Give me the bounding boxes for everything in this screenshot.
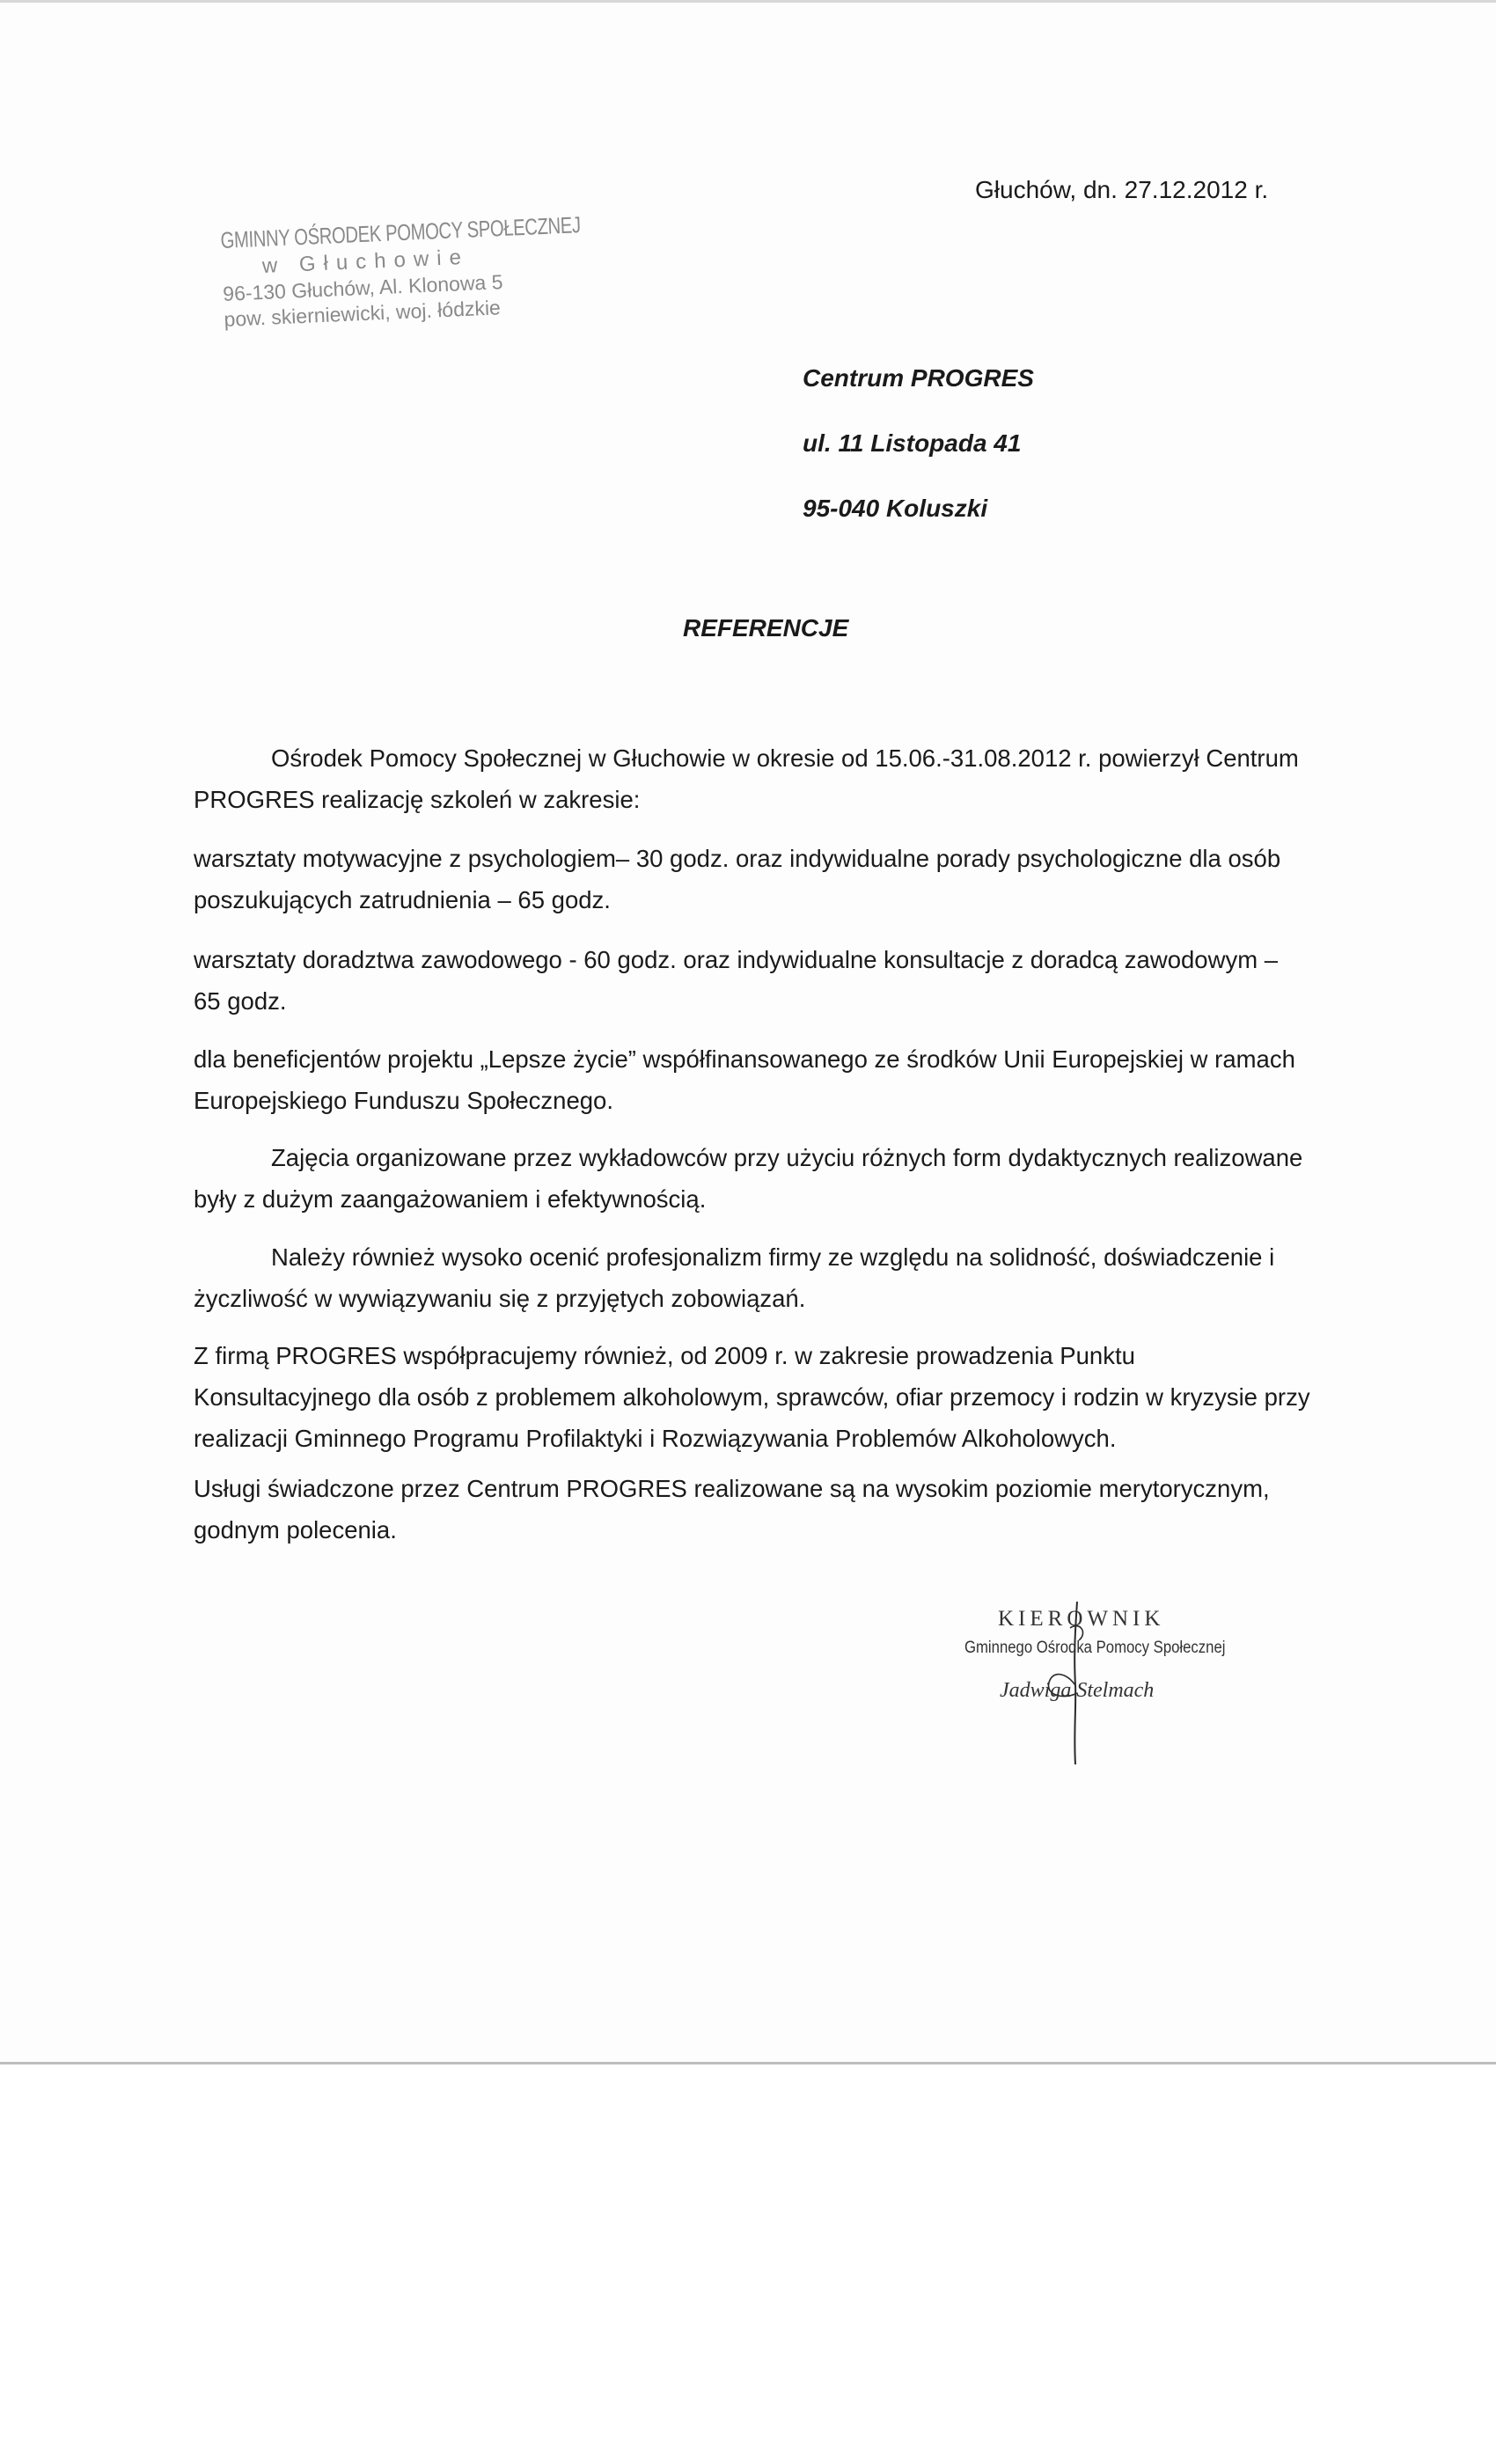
- signature-role: KIEROWNIK: [998, 1607, 1165, 1631]
- letter-date: Głuchów, dn. 27.12.2012 r.: [975, 176, 1269, 203]
- stamp-line-1: GMINNY OŚRODEK POMOCY SPOŁECZNEJ: [220, 211, 582, 253]
- paragraph-intro: Ośrodek Pomocy Społecznej w Głuchowie w okresie od 15.06.-31.08.2012 r. powierzył Centrum PROGRES realizację szkoleń w zakresie:: [194, 744, 1299, 813]
- recipient-city: 95-040 Koluszki: [803, 495, 988, 522]
- recipient-name: Centrum PROGRES: [803, 364, 1034, 392]
- scan-edge: [0, 0, 1496, 3]
- signature-org: Gminnego Ośrodka Pomocy Społecznej: [964, 1639, 1226, 1657]
- paragraph-beneficiaries: dla beneficjentów projektu „Lepsze życie” współfinansowanego ze środków Unii Europejskiej w ramach Europejskiego Funduszu Społecznego.: [194, 1045, 1295, 1114]
- paragraph-classes: Zajęcia organizowane przez wykładowców przy użyciu różnych form dydaktycznych realizowane były z dużym zaangażowaniem i efektywnością.: [194, 1144, 1303, 1213]
- stamp-line-4: pow. skierniewicki, woj. łódzkie: [224, 296, 502, 331]
- signature-name: Jadwiga Stelmach: [1000, 1679, 1155, 1702]
- stamp-line-3: 96-130 Głuchów, Al. Klonowa 5: [222, 270, 503, 305]
- signature-stamp: [964, 1602, 1228, 1769]
- handwritten-signature: [964, 1602, 1228, 1769]
- paragraph-career-workshops: warsztaty doradztwa zawodowego - 60 godz. oraz indywidualne konsultacje z doradcą zawodowym – 65 godz.: [194, 946, 1279, 1015]
- paragraph-recommendation: Usługi świadczone przez Centrum PROGRES realizowane są na wysokim poziomie merytorycznym, godnym polecenia.: [194, 1475, 1270, 1544]
- paragraph-professionalism: Należy również wysoko ocenić profesjonalizm firmy ze względu na solidność, doświadczenie i życzliwość w wywiązywaniu się z przyjętych zobowiązań.: [194, 1243, 1275, 1312]
- page-bottom-edge: [0, 2062, 1496, 2064]
- paragraph-motivation-workshops: warsztaty motywacyjne z psychologiem– 30 godz. oraz indywidualne porady psychologiczne dla osób poszukujących zatrudnienia – 65 godz.: [194, 845, 1281, 913]
- institution-stamp: [220, 211, 594, 332]
- letter-title: REFERENCJE: [683, 614, 849, 642]
- recipient-street: ul. 11 Listopada 41: [803, 429, 1022, 457]
- paragraph-cooperation: Z firmą PROGRES współpracujemy również, od 2009 r. w zakresie prowadzenia Punktu Konsultacyjnego dla osób z problemem alkoholowym, sprawców, ofiar przemocy i rodzin w kryzysie przy realizacji Gminnego Programu Profilaktyki i Rozwiązywania Problemów Alkoholowych.: [194, 1342, 1310, 1452]
- stamp-line-2: w Głuchowie: [261, 245, 470, 278]
